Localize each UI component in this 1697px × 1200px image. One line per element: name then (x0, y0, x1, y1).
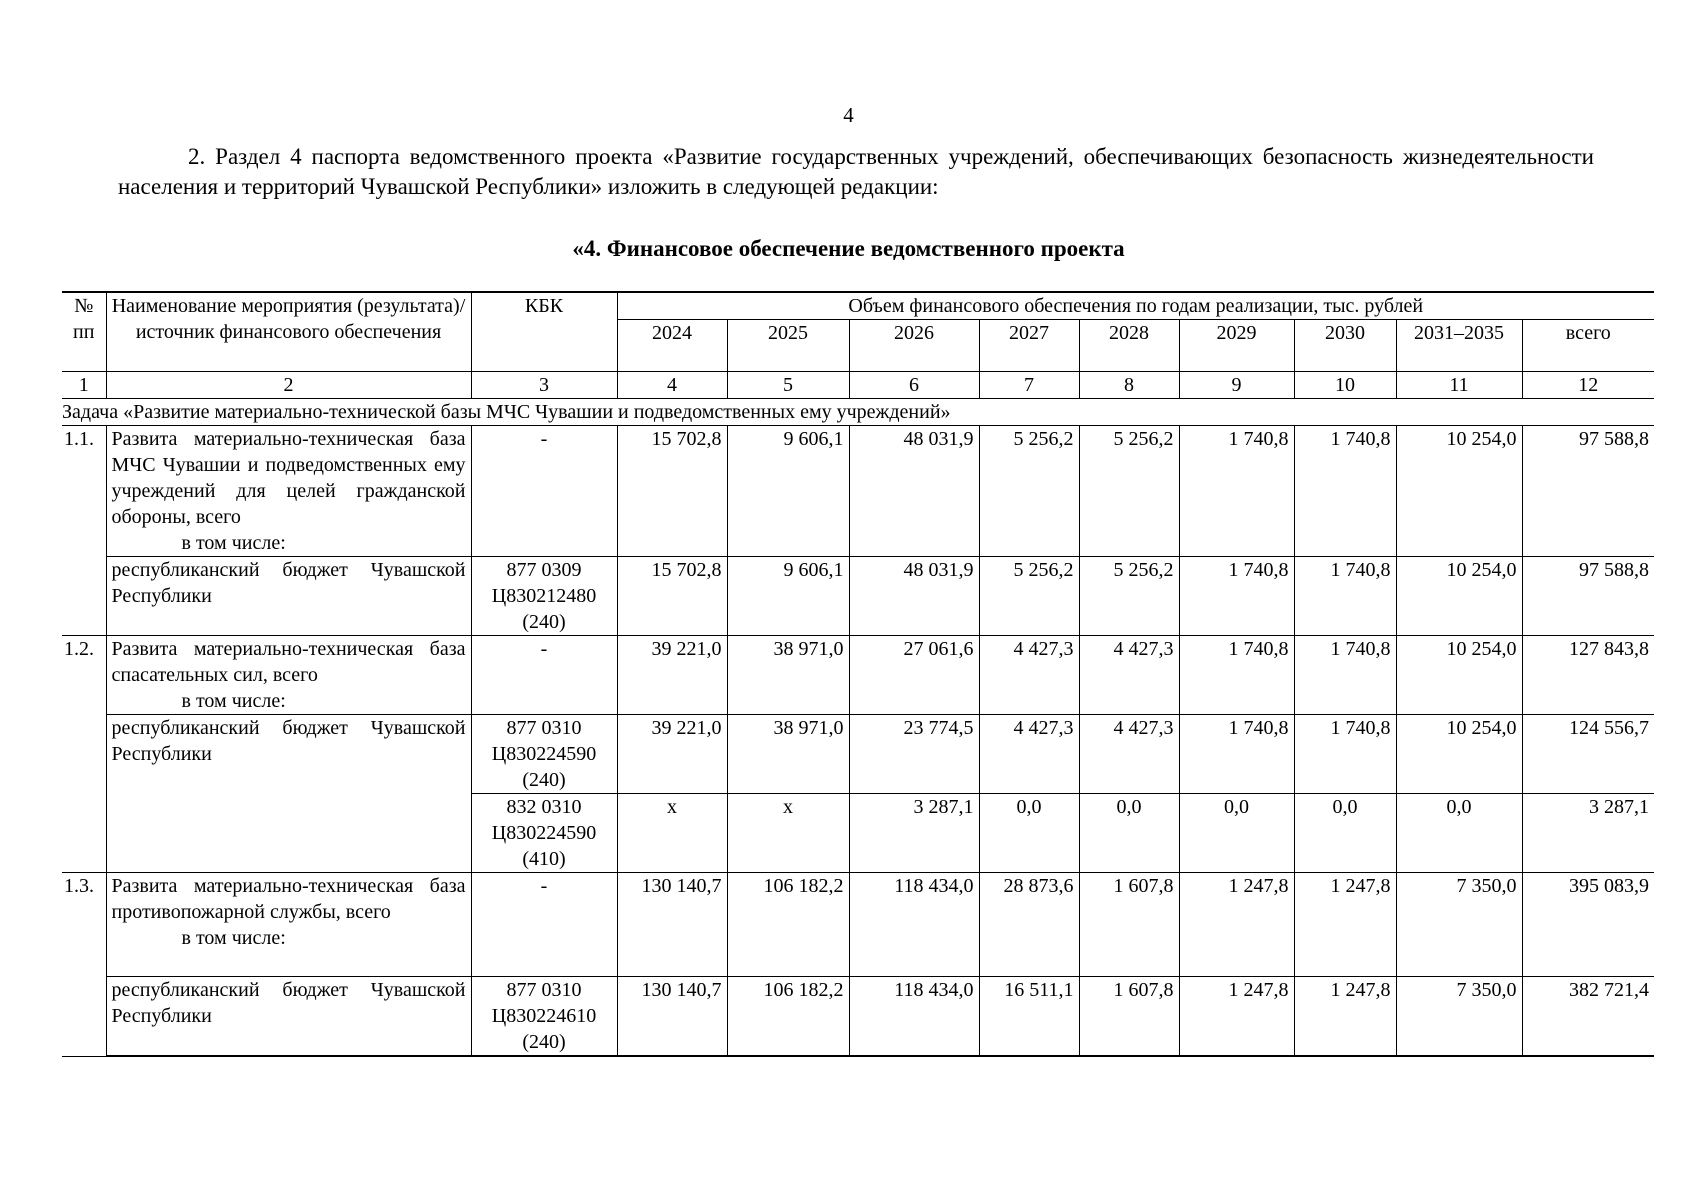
column-number: 9 (1179, 372, 1294, 399)
item-kbk: - (471, 636, 617, 715)
item-num: 1.1. (62, 426, 106, 636)
kbk-line: 877 0309 (506, 559, 582, 581)
task-row (62, 399, 1654, 426)
value-cell: 97 588,8 (1522, 426, 1654, 557)
value-cell: 28 873,6 (979, 873, 1079, 977)
value-cell: 7 350,0 (1396, 873, 1522, 977)
value-cell: 1 740,8 (1179, 715, 1294, 794)
header-year: 2029 (1179, 320, 1294, 372)
value-cell: 39 221,0 (617, 715, 727, 794)
table-row (62, 977, 1654, 1057)
kbk-line: 877 0310 (506, 717, 582, 739)
table-row (62, 873, 1654, 977)
item-name: Развита материально-техническая база МЧС Чувашии и подведомственных ему учреждений для целей гражданской обороны, всего (111, 428, 466, 528)
value-cell: 106 182,2 (727, 873, 849, 977)
header-num: № пп (62, 292, 106, 372)
table-row (62, 636, 1654, 715)
value-cell: 0,0 (979, 794, 1079, 873)
task-title: Задача «Развитие материально-технической базы МЧС Чувашии и подведомственных ему учреждений» (62, 399, 1654, 426)
value-cell: 124 556,7 (1522, 715, 1654, 794)
value-cell: 5 256,2 (1079, 557, 1179, 636)
kbk-line: Ц830224590 (491, 822, 597, 844)
column-number: 3 (471, 372, 617, 399)
value-cell: 395 083,9 (1522, 873, 1654, 977)
value-cell: 39 221,0 (617, 636, 727, 715)
table-row (62, 557, 1654, 636)
value-cell: 1 740,8 (1179, 636, 1294, 715)
column-number: 10 (1294, 372, 1396, 399)
table-body (62, 399, 1654, 1057)
header-year: 2031–2035 (1396, 320, 1522, 372)
value-cell: 27 061,6 (849, 636, 979, 715)
source-name: республиканский бюджет Чувашской Республики (106, 557, 471, 636)
value-cell: 3 287,1 (1522, 794, 1654, 873)
item-name-cell (106, 873, 471, 977)
source-kbk (471, 977, 617, 1057)
value-cell: 1 247,8 (1294, 977, 1396, 1057)
source-kbk (471, 794, 617, 873)
value-cell: 9 606,1 (727, 426, 849, 557)
kbk-line: Ц830224610 (491, 1005, 597, 1027)
header-kbk: КБК (471, 292, 617, 372)
item-num: 1.3. (62, 873, 106, 1057)
header-year: 2030 (1294, 320, 1396, 372)
value-cell: 1 740,8 (1294, 715, 1396, 794)
header-year: 2026 (849, 320, 979, 372)
value-cell: 1 247,8 (1179, 873, 1294, 977)
value-cell: 10 254,0 (1396, 426, 1522, 557)
value-cell: 118 434,0 (849, 977, 979, 1057)
kbk-line: 877 0310 (506, 979, 582, 1001)
value-cell: 4 427,3 (979, 715, 1079, 794)
value-cell: 23 774,5 (849, 715, 979, 794)
table-row (62, 426, 1654, 557)
page-number: 4 (843, 103, 854, 127)
value-cell: 1 740,8 (1179, 426, 1294, 557)
item-kbk: - (471, 873, 617, 977)
value-cell: 0,0 (1396, 794, 1522, 873)
intro-paragraph: 2. Раздел 4 паспорта ведомственного проекта «Развитие государственных учреждений, обеспечивающих безопасность жизнедеятельности населения и территорий Чувашской Республики» изложить в следующей редакции: (118, 144, 1594, 199)
kbk-line: Ц830224590 (491, 743, 597, 765)
column-number: 11 (1396, 372, 1522, 399)
section-title: «4. Финансовое обеспечение ведомственного проекта (572, 236, 1125, 261)
value-cell: 48 031,9 (849, 426, 979, 557)
value-cell: х (727, 794, 849, 873)
table-row (62, 715, 1654, 794)
kbk-line: 832 0310 (506, 796, 582, 818)
value-cell: 5 256,2 (1079, 426, 1179, 557)
item-subtext: в том числе: (181, 690, 286, 712)
value-cell: 0,0 (1179, 794, 1294, 873)
value-cell: 10 254,0 (1396, 557, 1522, 636)
value-cell: 10 254,0 (1396, 636, 1522, 715)
kbk-line: Ц830212480 (491, 585, 597, 607)
table-header (62, 292, 1654, 399)
column-number: 6 (849, 372, 979, 399)
source-name: республиканский бюджет Чувашской Республики (106, 715, 471, 873)
column-number: 12 (1522, 372, 1654, 399)
value-cell: 1 607,8 (1079, 977, 1179, 1057)
value-cell: 5 256,2 (979, 426, 1079, 557)
header-year: 2027 (979, 320, 1079, 372)
value-cell: 1 607,8 (1079, 873, 1179, 977)
item-name-cell (106, 426, 471, 557)
kbk-line: (240) (522, 769, 566, 791)
value-cell: 5 256,2 (979, 557, 1079, 636)
value-cell: 106 182,2 (727, 977, 849, 1057)
value-cell: х (617, 794, 727, 873)
source-kbk (471, 715, 617, 794)
value-cell: 0,0 (1079, 794, 1179, 873)
kbk-line: (410) (522, 848, 566, 870)
item-subtext: в том числе: (181, 927, 286, 949)
item-name-cell (106, 636, 471, 715)
header-year: 2028 (1079, 320, 1179, 372)
value-cell: 1 740,8 (1179, 557, 1294, 636)
value-cell: 130 140,7 (617, 873, 727, 977)
value-cell: 118 434,0 (849, 873, 979, 977)
value-cell: 4 427,3 (1079, 715, 1179, 794)
value-cell: 3 287,1 (849, 794, 979, 873)
value-cell: 10 254,0 (1396, 715, 1522, 794)
value-cell: 9 606,1 (727, 557, 849, 636)
column-number: 1 (62, 372, 106, 399)
item-name: Развита материально-техническая база спасательных сил, всего (111, 638, 466, 686)
financing-table (62, 291, 1654, 1057)
item-subtext: в том числе: (181, 532, 286, 554)
header-year: 2024 (617, 320, 727, 372)
value-cell: 1 247,8 (1179, 977, 1294, 1057)
kbk-line: (240) (522, 611, 566, 633)
value-cell: 1 740,8 (1294, 636, 1396, 715)
column-number: 7 (979, 372, 1079, 399)
header-year: 2025 (727, 320, 849, 372)
value-cell: 1 247,8 (1294, 873, 1396, 977)
value-cell: 4 427,3 (979, 636, 1079, 715)
column-number: 2 (106, 372, 471, 399)
value-cell: 48 031,9 (849, 557, 979, 636)
value-cell: 1 740,8 (1294, 557, 1396, 636)
header-total: всего (1522, 320, 1654, 372)
value-cell: 15 702,8 (617, 557, 727, 636)
column-number: 4 (617, 372, 727, 399)
value-cell: 16 511,1 (979, 977, 1079, 1057)
source-kbk (471, 557, 617, 636)
kbk-line: (240) (522, 1031, 566, 1053)
value-cell: 0,0 (1294, 794, 1396, 873)
item-num: 1.2. (62, 636, 106, 873)
column-number: 5 (727, 372, 849, 399)
value-cell: 1 740,8 (1294, 426, 1396, 557)
header-name: Наименование мероприятия (результата)/источник финансового обеспечения (106, 292, 471, 372)
value-cell: 382 721,4 (1522, 977, 1654, 1057)
item-kbk: - (471, 426, 617, 557)
value-cell: 38 971,0 (727, 636, 849, 715)
value-cell: 127 843,8 (1522, 636, 1654, 715)
header-volume: Объем финансового обеспечения по годам реализации, тыс. рублей (617, 292, 1654, 320)
item-name: Развита материально-техническая база противопожарной службы, всего (111, 875, 466, 923)
value-cell: 38 971,0 (727, 715, 849, 794)
value-cell: 15 702,8 (617, 426, 727, 557)
value-cell: 130 140,7 (617, 977, 727, 1057)
column-number: 8 (1079, 372, 1179, 399)
source-name: республиканский бюджет Чувашской Республики (106, 977, 471, 1057)
value-cell: 97 588,8 (1522, 557, 1654, 636)
value-cell: 7 350,0 (1396, 977, 1522, 1057)
column-number-row (62, 372, 1654, 399)
value-cell: 4 427,3 (1079, 636, 1179, 715)
